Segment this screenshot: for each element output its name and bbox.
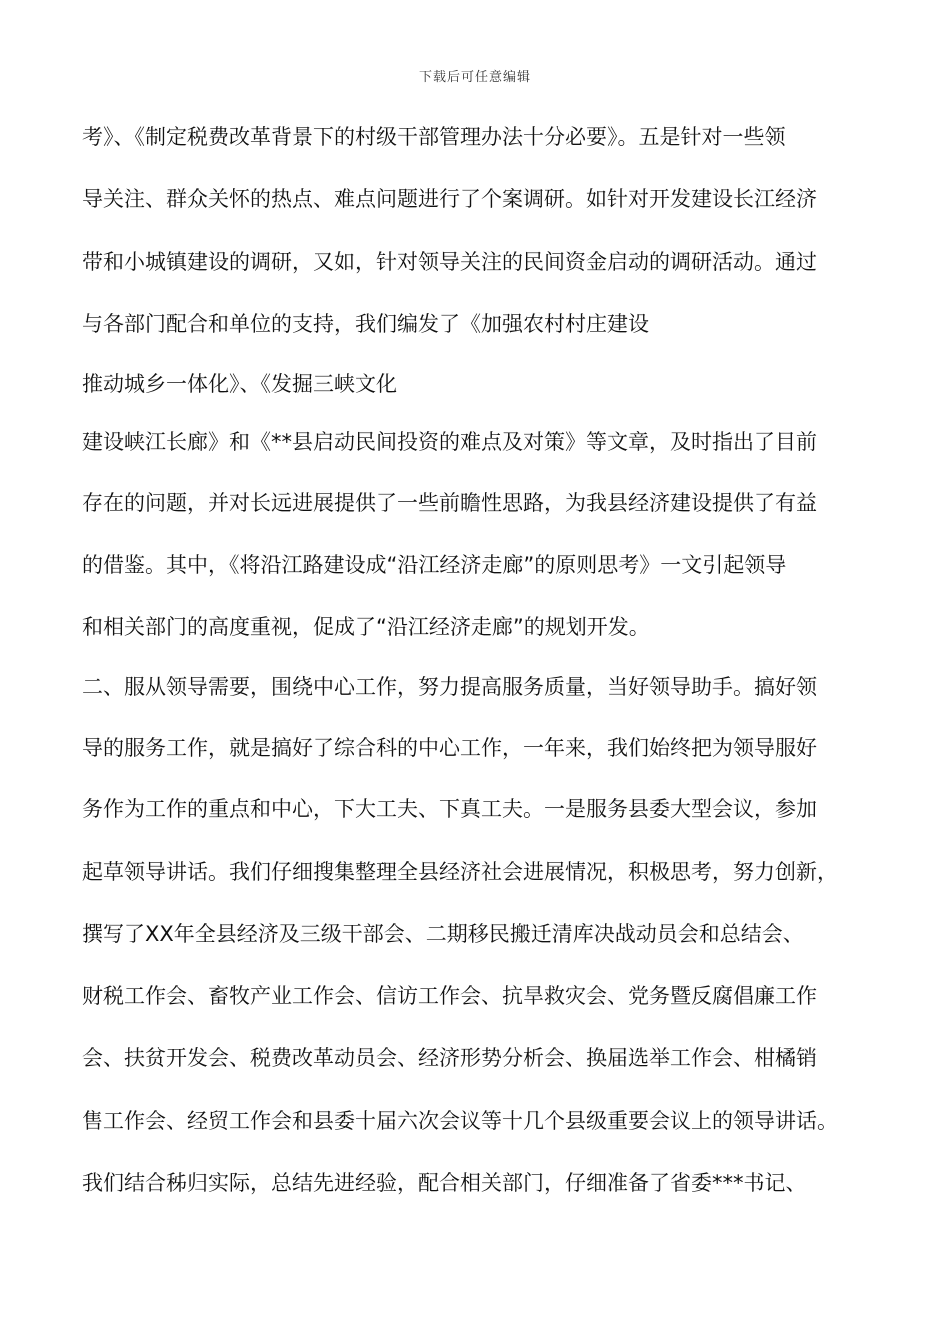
text-line-5: 推动城乡一体化》、《发掘三峡文化 — [82, 372, 397, 396]
text-line-15: 财税工作会、畜牧产业工作会、信访工作会、抗旱救灾会、党务暨反腐倡廉工作 — [82, 984, 817, 1008]
text-line-10: 二、服从领导需要，围绕中心工作，努力提高服务质量，当好领导助手。搞好领 — [82, 675, 817, 699]
text-line-7: 存在的问题，并对长远进展提供了一些前瞻性思路，为我县经济建设提供了有益 — [82, 491, 817, 515]
text-line-18: 我们结合秭归实际，总结先进经验，配合相关部门，仔细准备了省委***书记、 — [82, 1171, 807, 1195]
text-line-14: 撰写了XX年全县经济及三级干部会、二期移民搬迁清库决战动员会和总结会、 — [82, 922, 804, 946]
text-line-8: 的借鉴。其中，《将沿江路建设成“沿江经济走廊”的原则思考》一文引起领导 — [82, 553, 787, 577]
text-line-9: 和相关部门的高度重视，促成了“沿江经济走廊”的规划开发。 — [82, 615, 650, 639]
text-line-4: 与各部门配合和单位的支持，我们编发了《加强农村村庄建设 — [82, 312, 649, 336]
text-line-16: 会、扶贫开发会、税费改革动员会、经济形势分析会、换届选举工作会、柑橘销 — [82, 1046, 817, 1070]
text-line-6: 建设峡江长廊》和《**县启动民间投资的难点及对策》等文章，及时指出了目前 — [82, 430, 817, 454]
text-line-3: 带和小城镇建设的调研，又如，针对领导关注的民间资金启动的调研活动。通过 — [82, 250, 817, 274]
text-line-17: 售工作会、经贸工作会和县委十届六次会议等十几个县级重要会议上的领导讲话。 — [82, 1109, 838, 1133]
text-line-2: 导关注、群众关怀的热点、难点问题进行了个案调研。如针对开发建设长江经济 — [82, 187, 817, 211]
text-line-12: 务作为工作的重点和中心，下大工夫、下真工夫。一是服务县委大型会议，参加 — [82, 797, 817, 821]
text-line-13: 起草领导讲话。我们仔细搜集整理全县经济社会进展情况，积极思考，努力创新， — [82, 860, 838, 884]
page-header: 下载后可任意编辑 — [418, 70, 531, 85]
text-line-1: 考》、《制定税费改革背景下的村级干部管理办法十分必要》。五是针对一些领 — [82, 125, 786, 149]
text-line-11: 导的服务工作，就是搞好了综合科的中心工作，一年来，我们始终把为领导服好 — [82, 736, 817, 760]
